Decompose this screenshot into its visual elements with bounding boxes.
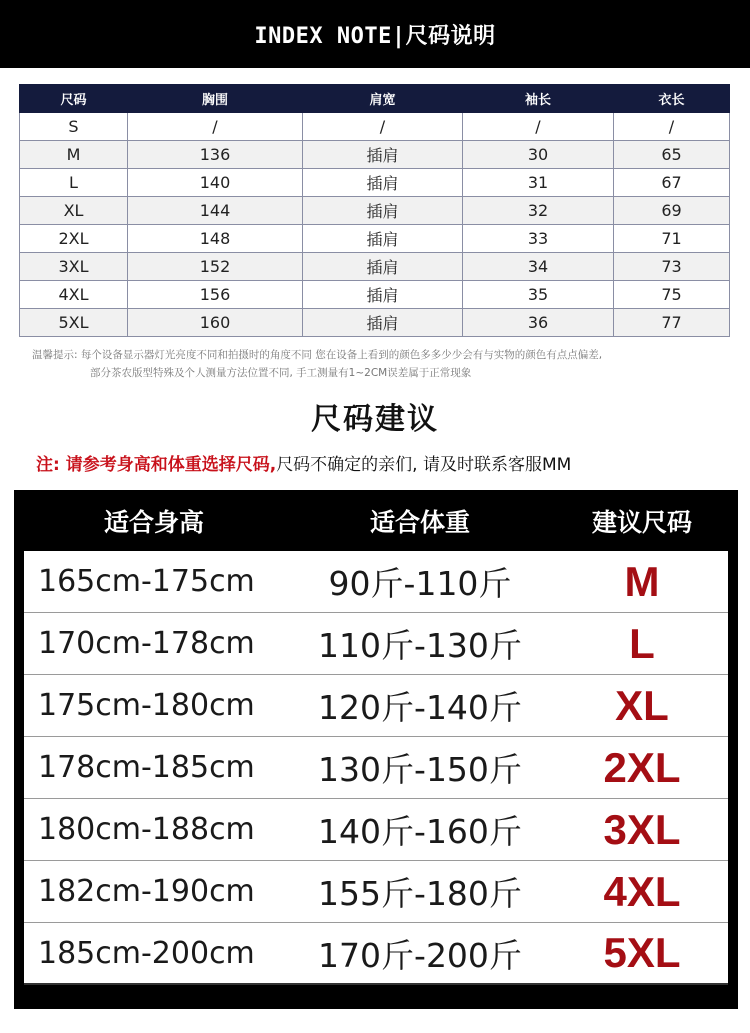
table-cell: / <box>614 113 730 141</box>
table-cell: 148 <box>128 225 303 253</box>
table-cell: 34 <box>463 253 614 281</box>
note-text: 尺码不确定的亲们, 请及时联系客服MM <box>276 455 572 475</box>
weight-range: 155斤-180斤 <box>318 874 522 913</box>
recommendation-note <box>36 450 736 475</box>
table-cell: 插肩 <box>303 197 463 225</box>
table-cell: / <box>128 113 303 141</box>
table-cell: 160 <box>128 309 303 337</box>
height-range: 185cm-200cm <box>38 935 255 971</box>
table-cell: 144 <box>128 197 303 225</box>
table-cell: 插肩 <box>303 253 463 281</box>
table-row <box>24 923 728 985</box>
recommended-size: M <box>624 557 660 605</box>
table-cell: / <box>303 113 463 141</box>
column-header: 适合体重 <box>369 507 470 537</box>
weight-range: 140斤-160斤 <box>318 812 522 851</box>
recommended-size: 2XL <box>603 743 681 791</box>
table-cell: / <box>463 113 614 141</box>
column-header: 尺码 <box>20 85 128 113</box>
weight-range: 170斤-200斤 <box>318 935 522 975</box>
table-cell: 140 <box>128 169 303 197</box>
column-header: 胸围 <box>128 85 303 113</box>
page-title: INDEX NOTE|尺码说明 <box>254 23 496 49</box>
table-cell: 30 <box>463 141 614 169</box>
table-cell: 33 <box>463 225 614 253</box>
table-cell: 插肩 <box>303 225 463 253</box>
tip-text <box>32 346 732 382</box>
height-range: 170cm-178cm <box>38 626 255 661</box>
table-cell: 65 <box>614 141 730 169</box>
recommended-size: 4XL <box>603 867 681 915</box>
header-banner <box>0 0 750 68</box>
table-cell: 73 <box>614 253 730 281</box>
column-header: 袖长 <box>463 85 614 113</box>
recommendation-rows <box>24 551 728 985</box>
table-row <box>24 675 728 737</box>
table-row <box>20 281 730 309</box>
weight-range: 120斤-140斤 <box>318 688 522 727</box>
column-header: 建议尺码 <box>591 507 692 537</box>
recommendation-header-row <box>24 490 728 551</box>
table-row <box>20 309 730 337</box>
table-cell: 32 <box>463 197 614 225</box>
table-cell: 67 <box>614 169 730 197</box>
table-cell: 插肩 <box>303 309 463 337</box>
table-row <box>20 225 730 253</box>
table-cell: M <box>20 141 128 169</box>
table-cell: 插肩 <box>303 169 463 197</box>
height-range: 182cm-190cm <box>38 874 255 909</box>
table-row <box>20 169 730 197</box>
weight-range: 110斤-130斤 <box>318 626 522 665</box>
table-cell: 35 <box>463 281 614 309</box>
table-cell: XL <box>20 197 128 225</box>
note-warning: 注: 请参考身高和体重选择尺码, <box>36 455 277 475</box>
column-header: 适合身高 <box>103 507 204 537</box>
table-row <box>24 551 728 613</box>
size-chart-table <box>19 84 730 337</box>
height-range: 165cm-175cm <box>38 564 255 599</box>
table-row <box>24 861 728 923</box>
table-row <box>20 197 730 225</box>
weight-range: 130斤-150斤 <box>318 750 522 789</box>
column-header: 肩宽 <box>303 85 463 113</box>
table-row <box>24 737 728 799</box>
table-cell: 71 <box>614 225 730 253</box>
height-range: 180cm-188cm <box>38 812 255 847</box>
table-cell: 5XL <box>20 309 128 337</box>
recommendation-title: 尺码建议 <box>311 402 439 437</box>
height-range: 178cm-185cm <box>38 750 255 785</box>
table-row <box>24 799 728 861</box>
table-cell: 136 <box>128 141 303 169</box>
table-cell: 156 <box>128 281 303 309</box>
recommended-size: XL <box>615 681 669 729</box>
table-cell: 4XL <box>20 281 128 309</box>
table-cell: 75 <box>614 281 730 309</box>
table-cell: 3XL <box>20 253 128 281</box>
table-cell: 2XL <box>20 225 128 253</box>
table-row <box>20 253 730 281</box>
table-cell: 152 <box>128 253 303 281</box>
table-cell: 77 <box>614 309 730 337</box>
table-cell: 69 <box>614 197 730 225</box>
table-cell: 插肩 <box>303 141 463 169</box>
recommended-size: 3XL <box>603 805 681 853</box>
table-row <box>20 141 730 169</box>
table-cell: L <box>20 169 128 197</box>
table-cell: S <box>20 113 128 141</box>
tip-line: 温馨提示: 每个设备显示器灯光亮度不同和拍摄时的角度不同 您在设备上看到的颜色多多少少会有与实物的颜色有点点偏差, <box>32 349 603 361</box>
column-header: 衣长 <box>614 85 730 113</box>
weight-range: 90斤-110斤 <box>328 564 512 603</box>
table-cell: 31 <box>463 169 614 197</box>
recommendation-table <box>14 490 738 1009</box>
table-cell: 插肩 <box>303 281 463 309</box>
height-range: 175cm-180cm <box>38 688 255 723</box>
recommended-size: 5XL <box>603 929 681 976</box>
size-chart-header-row <box>20 85 730 113</box>
table-cell: 36 <box>463 309 614 337</box>
table-row <box>20 113 730 141</box>
table-row <box>24 613 728 675</box>
tip-line: 部分茶农版型特殊及个人测量方法位置不同, 手工测量有1~2CM误差属于正常现象 <box>90 367 472 379</box>
recommended-size: L <box>629 619 655 667</box>
